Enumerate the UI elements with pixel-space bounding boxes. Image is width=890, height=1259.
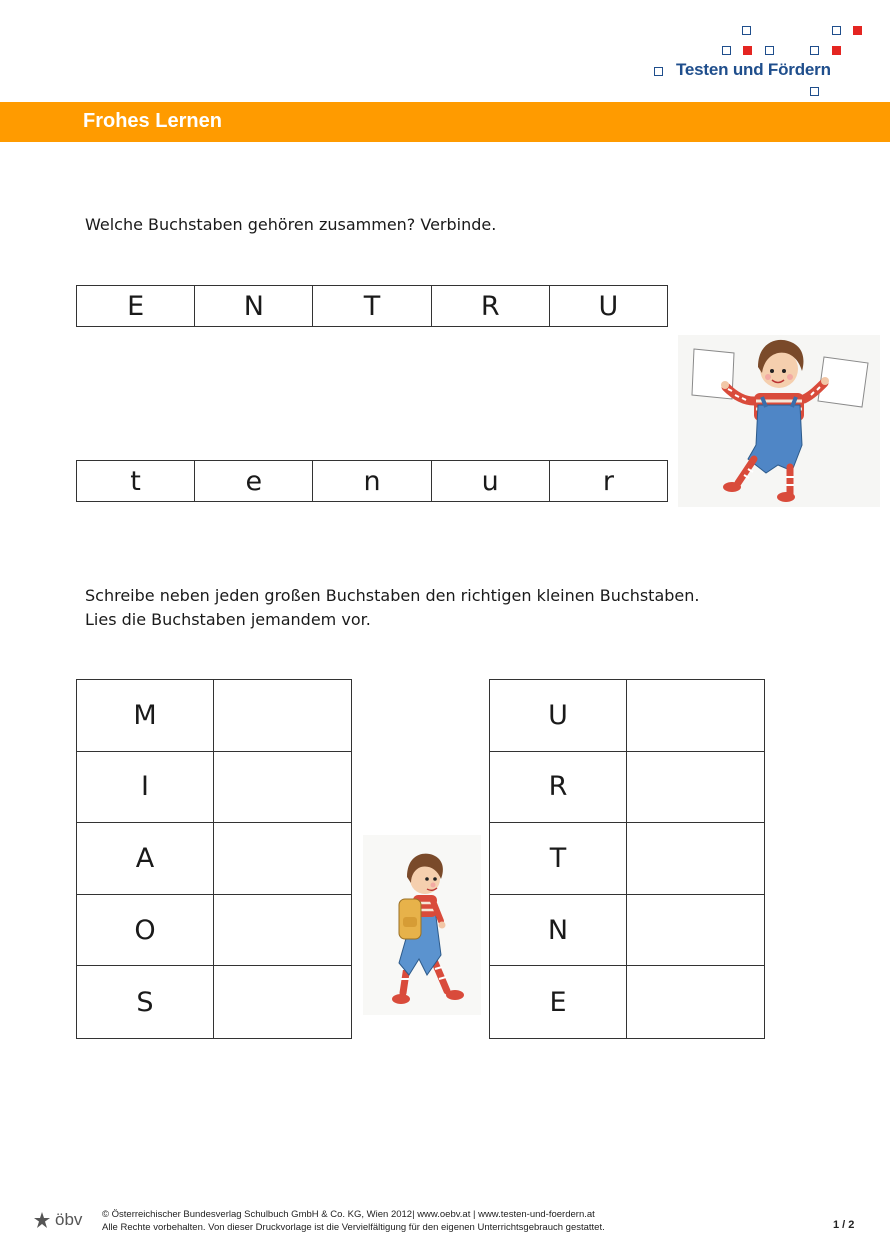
rights-line: Alle Rechte vorbehalten. Von dieser Druckvorlage ist die Vervielfältigung für den eigenen Unterrichtsgebrauch gestattet.: [102, 1221, 605, 1233]
header-bar: [0, 102, 890, 142]
answer-cell[interactable]: [214, 752, 351, 824]
logo-square: [742, 26, 751, 35]
logo-square: [810, 46, 819, 55]
answer-cell[interactable]: [627, 823, 764, 895]
uppercase-letter: M: [77, 680, 214, 752]
logo-square-red: [832, 46, 841, 55]
child-with-backpack-illustration: [363, 835, 481, 1015]
answer-cell[interactable]: [214, 895, 351, 967]
logo-square: [765, 46, 774, 55]
letter-cell[interactable]: T: [313, 286, 431, 326]
letter-cell[interactable]: e: [195, 461, 313, 501]
uppercase-letter: T: [490, 823, 627, 895]
logo-square: [832, 26, 841, 35]
copyright-line: © Österreichischer Bundesverlag Schulbuch GmbH & Co. KG, Wien 2012| www.oebv.at | www.testen-und-foerdern.at: [102, 1209, 595, 1220]
task2-instruction-line1: Schreibe neben jeden großen Buchstaben den richtigen kleinen Buchstaben.: [85, 586, 700, 605]
letter-cell[interactable]: n: [313, 461, 431, 501]
logo-square: [810, 87, 819, 96]
uppercase-letter: N: [490, 895, 627, 967]
answer-cell[interactable]: [627, 752, 764, 824]
testen-und-foerdern-logo: [648, 22, 873, 100]
letter-cell[interactable]: E: [77, 286, 195, 326]
answer-cell[interactable]: [627, 966, 764, 1038]
answer-cell[interactable]: [214, 966, 351, 1038]
oebv-brand: öbv: [55, 1210, 83, 1229]
task2-instruction-line2: Lies die Buchstaben jemandem vor.: [85, 610, 371, 629]
lowercase-letter-row: [76, 460, 668, 502]
letter-cell[interactable]: u: [432, 461, 550, 501]
left-letter-grid: [76, 679, 352, 1039]
logo-square-red: [853, 26, 862, 35]
uppercase-letter: O: [77, 895, 214, 967]
child-with-papers-illustration: [678, 335, 880, 507]
answer-cell[interactable]: [214, 680, 351, 752]
answer-cell[interactable]: [627, 895, 764, 967]
logo-text: Testen und Fördern: [676, 60, 831, 79]
page-title: Frohes Lernen: [83, 110, 222, 132]
letter-cell[interactable]: t: [77, 461, 195, 501]
right-letter-grid: [489, 679, 765, 1039]
logo-square-red: [743, 46, 752, 55]
uppercase-letter: A: [77, 823, 214, 895]
oebv-star-icon: [32, 1211, 52, 1229]
letter-cell[interactable]: U: [598, 290, 619, 322]
letter-cell[interactable]: R: [432, 286, 550, 326]
answer-cell[interactable]: [214, 823, 351, 895]
uppercase-letter: E: [490, 966, 627, 1038]
uppercase-letter: I: [77, 752, 214, 824]
logo-square: [722, 46, 731, 55]
page-number: 1 / 2: [833, 1219, 855, 1231]
answer-cell[interactable]: [627, 680, 764, 752]
letter-cell[interactable]: N: [195, 286, 313, 326]
logo-square: [654, 67, 663, 76]
task1-instruction: Welche Buchstaben gehören zusammen? Verbinde.: [85, 215, 497, 234]
uppercase-letter-row: [76, 285, 668, 327]
uppercase-letter: S: [77, 966, 214, 1038]
uppercase-letter: R: [490, 752, 627, 824]
oebv-logo: [32, 1210, 82, 1230]
letter-cell[interactable]: r: [602, 465, 614, 497]
copyright-notice: [102, 1209, 605, 1234]
uppercase-letter: U: [490, 680, 627, 752]
